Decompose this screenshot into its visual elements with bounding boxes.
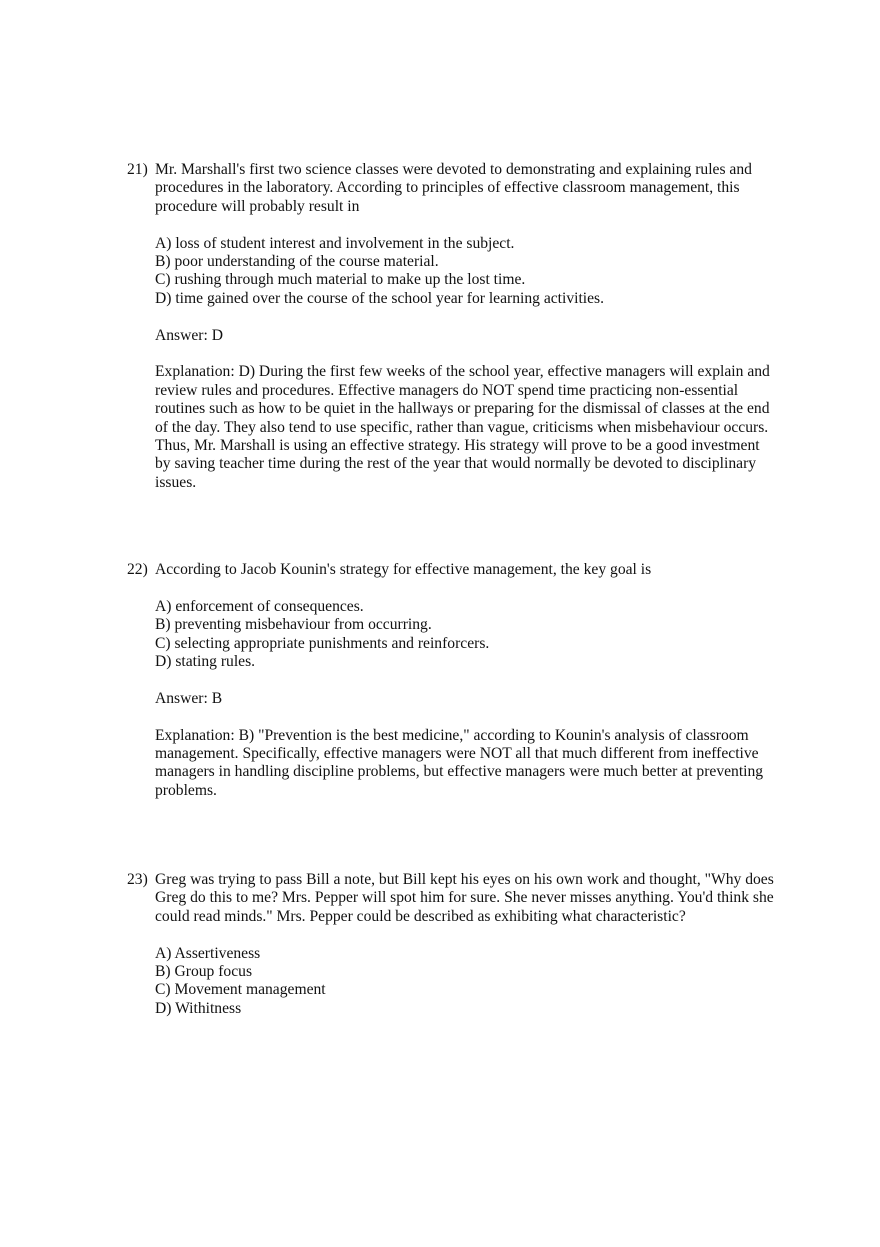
question-23 [127, 871, 777, 1018]
answer-key: Answer: B [155, 689, 223, 707]
choice-c: C) Movement management [155, 981, 326, 999]
explanation: Explanation: D) During the first few weeks of the school year, effective managers will explain and review rules and procedures. Effective managers do NOT spend time practicing non-essential routines such as how to be quiet in the hallways or preparing for the dismissal of classes at the end of the day. They also tend to use specific, rather than vague, criticisms when misbehaviour occurs. Thus, Mr. Marshall is using an effective strategy. His strategy will prove to be a good investment by saving teacher time during the rest of the year that would normally be devoted to disciplinary issues. [155, 363, 770, 491]
question-stem: Greg was trying to pass Bill a note, but Bill kept his eyes on his own work and thought, "Why does Greg do this to me? Mrs. Pepper will spot him for sure. She never misses anything. You'd think she could read minds." Mrs. Pepper could be described as exhibiting what characteristic? [155, 871, 774, 925]
choice-c: C) selecting appropriate punishments and reinforcers. [155, 634, 490, 652]
question-number: 23) [127, 871, 148, 888]
question-stem: According to Jacob Kounin's strategy for effective management, the key goal is [155, 561, 652, 578]
question-stem: Mr. Marshall's first two science classes were devoted to demonstrating and explaining rules and procedures in the laboratory. According to principles of effective classroom management, this procedure will probably result in [155, 161, 752, 215]
choice-b: B) poor understanding of the course material. [155, 253, 439, 271]
question-number: 21) [127, 161, 148, 178]
choice-d: D) stating rules. [155, 653, 256, 671]
choice-a: A) loss of student interest and involvement in the subject. [155, 234, 515, 252]
choice-a: A) enforcement of consequences. [155, 597, 364, 615]
question-21 [127, 161, 777, 492]
question-number: 22) [127, 561, 148, 578]
answer-choices [155, 235, 777, 309]
answer-key: Answer: D [155, 326, 223, 344]
choice-d: D) Withitness [155, 999, 242, 1017]
question-22 [127, 561, 777, 800]
explanation: Explanation: B) "Prevention is the best medicine," according to Kounin's analysis of classroom management. Specifically, effective managers were NOT all that much different from ineffective managers in handling discipline problems, but effective managers were much better at preventing problems. [155, 726, 764, 799]
choice-b: B) preventing misbehaviour from occurring. [155, 616, 432, 634]
answer-choices [155, 598, 777, 672]
choice-b: B) Group focus [155, 963, 253, 981]
choice-a: A) Assertiveness [155, 944, 261, 962]
choice-c: C) rushing through much material to make up the lost time. [155, 271, 526, 289]
choice-d: D) time gained over the course of the school year for learning activities. [155, 289, 605, 307]
answer-choices [155, 945, 777, 1019]
